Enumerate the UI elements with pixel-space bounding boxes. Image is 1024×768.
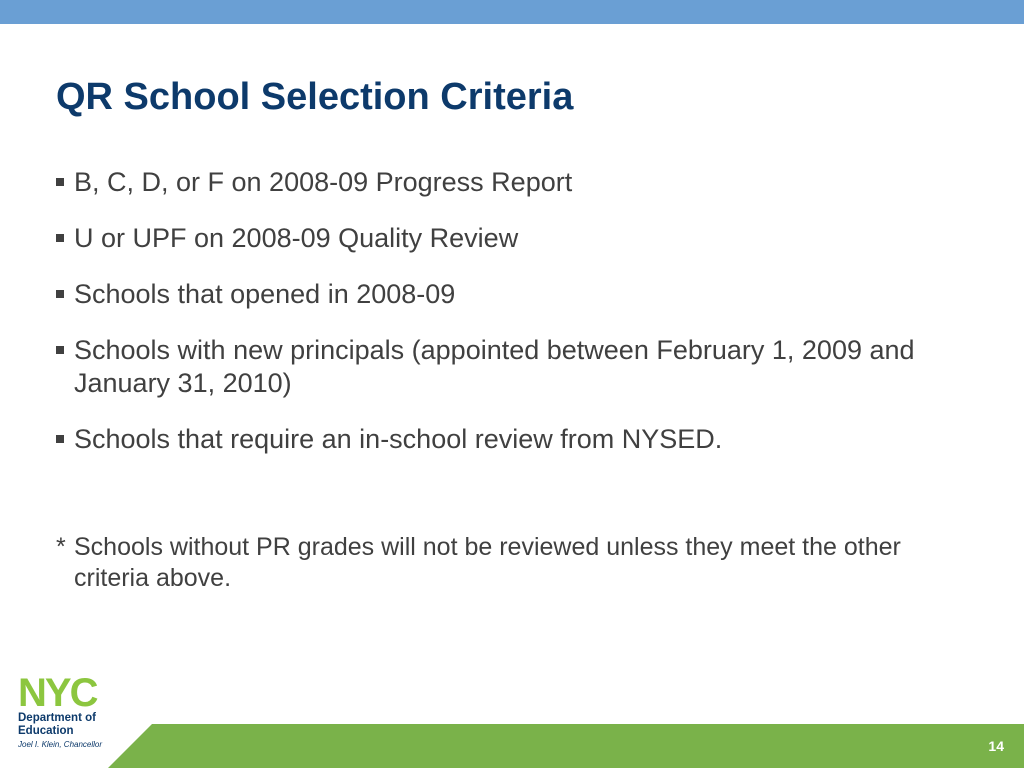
page-number: 14 [988,738,1004,754]
criteria-text: U or UPF on 2008-09 Quality Review [74,223,519,253]
slide-title: QR School Selection Criteria [56,76,574,118]
criteria-text: Schools that require an in-school review from NYSED. [74,424,723,454]
square-bullet-icon [56,346,64,354]
footer-green-band [108,724,1024,768]
square-bullet-icon [56,290,64,298]
nyc-wordmark: NYC [18,672,97,710]
department-line-2: Education [18,725,74,737]
footnote-text: Schools without PR grades will not be reviewed unless they meet the other criteria above. [74,533,901,592]
criteria-list [56,166,956,479]
square-bullet-icon [56,234,64,242]
criteria-item [56,334,956,400]
chancellor-name: Joel I. Klein, Chancellor [18,740,103,749]
criteria-item [56,222,956,255]
criteria-text: B, C, D, or F on 2008-09 Progress Report [74,167,573,197]
criteria-item [56,166,956,199]
criteria-item [56,278,956,311]
top-accent-bar [0,0,1024,24]
square-bullet-icon [56,178,64,186]
footnote [56,532,976,594]
nyc-logo-icon [18,672,120,710]
criteria-item [56,423,956,456]
footnote-marker: * [56,533,66,561]
criteria-text: Schools that opened in 2008-09 [74,279,456,309]
square-bullet-icon [56,435,64,443]
criteria-text: Schools with new principals (appointed between February 1, 2009 and January 31, 2010) [74,335,915,398]
footer-bar [0,724,1024,768]
department-line-1: Department of [18,712,96,724]
